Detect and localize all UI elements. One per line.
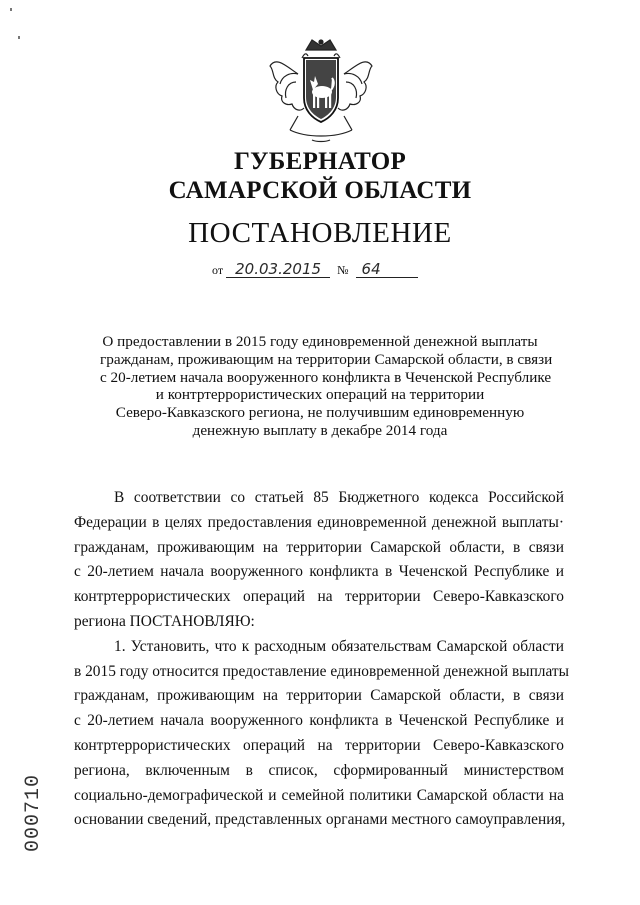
subject-line: Северо-Кавказского региона, не получившим единовременную xyxy=(115,404,525,422)
body-line: в 2015 году относится предоставление единовременной денежной выплаты xyxy=(74,662,569,680)
body-line: Федерации в целях предоставления единовременной денежной выплаты· xyxy=(74,513,564,531)
date-prefix-label: от xyxy=(212,263,224,277)
subject-line: денежную выплату в декабре 2014 года xyxy=(192,421,448,439)
document-number: 64 xyxy=(356,261,418,278)
body-line: гражданам, проживающим на территории Самарской области, в связи xyxy=(74,538,564,556)
document-body xyxy=(74,486,569,833)
subject-line: и контртеррористических операций на территории xyxy=(155,386,485,404)
scan-speck xyxy=(18,36,20,39)
issuer-title-line1: ГУБЕРНАТОР xyxy=(233,148,407,175)
page-serial-stamp: 000710 xyxy=(22,773,45,852)
subject-line: гражданам, проживающим на территории Самарской области, в связи xyxy=(100,350,553,368)
document-date: 20.03.2015 xyxy=(226,261,330,278)
issuer-title-line2: САМАРСКОЙ ОБЛАСТИ xyxy=(168,177,472,204)
coat-of-arms-emblem xyxy=(268,36,374,148)
document-subject xyxy=(100,333,553,440)
number-sign-label: № xyxy=(337,263,349,277)
body-line: с 20-летием начала вооруженного конфликта в Чеченской Республике и xyxy=(74,712,564,730)
body-line: региона ПОСТАНОВЛЯЮ: xyxy=(74,612,255,630)
body-line: с 20-летием начала вооруженного конфликта в Чеченской Республике и xyxy=(74,563,564,581)
date-number-line xyxy=(212,261,418,278)
subject-line: О предоставлении в 2015 году единовременной денежной выплаты xyxy=(102,333,538,350)
body-line: основании сведений, представленных органами местного самоуправления, xyxy=(74,811,566,829)
document-type-title: ПОСТАНОВЛЕНИЕ xyxy=(188,217,452,249)
body-line: региона, включенным в список, сформированный министерством xyxy=(74,761,564,779)
body-line: контртеррористических операций на территории Северо-Кавказского xyxy=(74,588,564,606)
body-line: 1. Установить, что к расходным обязательствам Самарской области xyxy=(114,637,564,655)
body-line: В соответствии со статьей 85 Бюджетного кодекса Российской xyxy=(114,489,564,506)
scan-speck xyxy=(10,8,12,11)
body-line: социально-демографической и семейной политики Самарской области на xyxy=(74,786,564,804)
body-line: контртеррористических операций на территории Северо-Кавказского xyxy=(74,736,564,754)
subject-line: с 20-летием начала вооруженного конфликта в Чеченской Республике xyxy=(100,368,552,386)
body-line: гражданам, проживающим на территории Самарской области, в связи xyxy=(74,687,564,705)
